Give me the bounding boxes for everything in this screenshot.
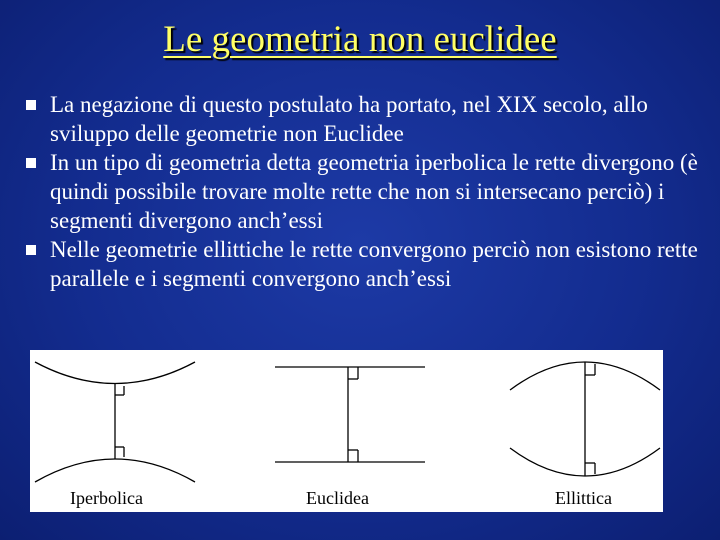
bullet-item <box>22 235 702 293</box>
slide-title: Le geometria non euclidee <box>163 19 557 60</box>
geometry-diagram <box>30 350 663 512</box>
hyperbolic-figure <box>35 362 195 482</box>
bullet-text: In un tipo di geometria detta geometria iperbolica le rette divergono (è quindi possibile trovare molte rette che non si intersecano perciò) i segmenti divergono anch’essi <box>50 150 698 233</box>
elliptic-label: Ellittica <box>555 488 612 508</box>
square-bullet-icon <box>26 100 36 110</box>
square-bullet-icon <box>26 245 36 255</box>
bullet-list <box>22 90 702 293</box>
euclidean-figure <box>275 367 425 462</box>
bullet-text: Nelle geometrie ellittiche le rette convergono perciò non esistono rette parallele e i segmenti convergono anch’essi <box>50 237 698 291</box>
euclidean-label: Euclidea <box>306 488 369 508</box>
square-bullet-icon <box>26 158 36 168</box>
hyperbolic-label: Iperbolica <box>70 488 143 508</box>
bullet-item <box>22 90 702 148</box>
bullet-item <box>22 148 702 235</box>
elliptic-figure <box>510 362 660 476</box>
bullet-text: La negazione di questo postulato ha portato, nel XIX secolo, allo sviluppo delle geometrie non Euclidee <box>50 92 648 146</box>
